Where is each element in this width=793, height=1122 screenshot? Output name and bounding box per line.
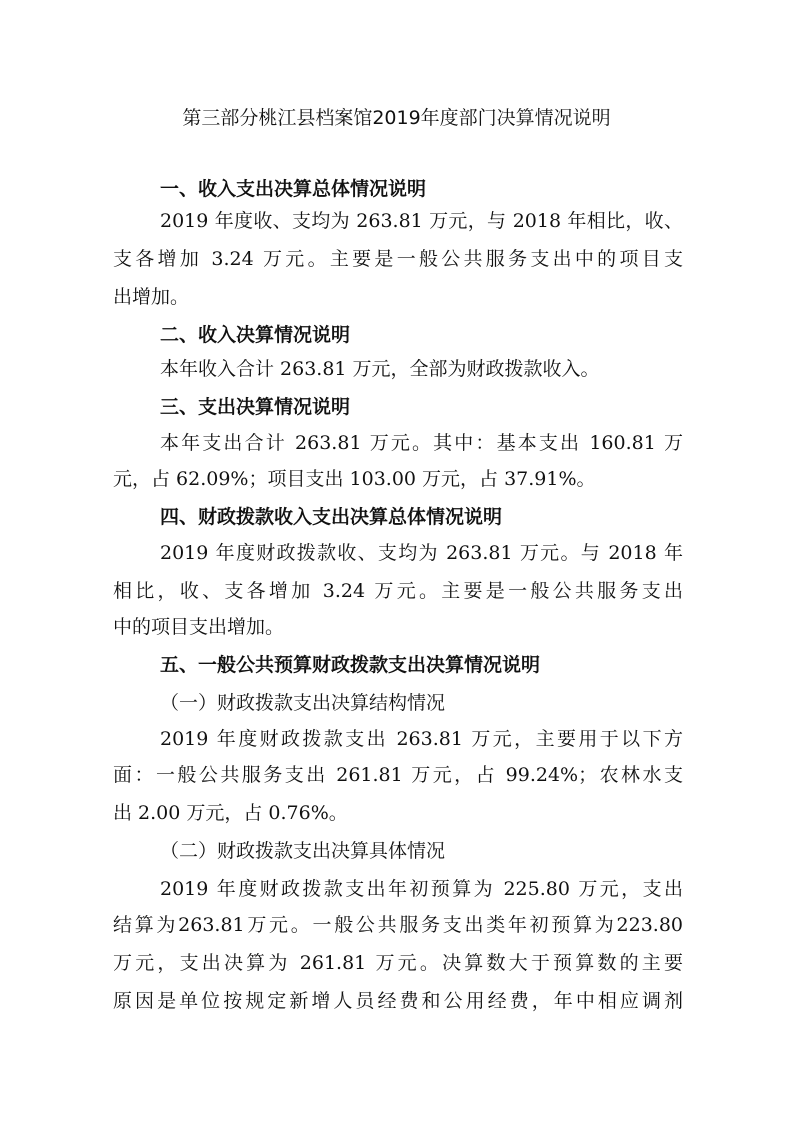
- section-heading: 四、财政拨款收入支出决算总体情况说明: [160, 506, 503, 528]
- paragraph-line: 万元，支出决算为 261.81 万元。决算数大于预算数的主要: [113, 952, 683, 974]
- paragraph-line: 2019 年度财政拨款支出年初预算为 225.80 万元，支出: [160, 878, 683, 900]
- paragraph-line: 相比，收、支各增加 3.24 万元。主要是一般公共服务支出: [113, 580, 683, 602]
- section-heading: 五、一般公共预算财政拨款支出决算情况说明: [160, 654, 541, 676]
- paragraph-line: 2019 年度收、支均为 263.81 万元，与 2018 年相比，收、: [160, 210, 683, 232]
- subsection-heading: （一）财政拨款支出决算结构情况: [160, 692, 446, 714]
- paragraph-line: 出增加。: [113, 286, 190, 308]
- paragraph-line: 原因是单位按规定新增人员经费和公用经费，年中相应调剂: [113, 990, 683, 1012]
- subsection-heading: （二）财政拨款支出决算具体情况: [160, 840, 446, 862]
- paragraph-line: 面：一般公共服务支出 261.81 万元，占 99.24%；农林水支: [113, 764, 683, 786]
- paragraph-line: 结算为263.81万元。一般公共服务支出类年初预算为223.80: [113, 914, 683, 936]
- section-heading: 二、收入决算情况说明: [160, 324, 351, 346]
- paragraph-line: 中的项目支出增加。: [113, 616, 285, 638]
- paragraph-line: 本年支出合计 263.81 万元。其中：基本支出 160.81 万: [160, 432, 683, 454]
- section-heading: 三、支出决算情况说明: [160, 396, 351, 418]
- paragraph-line: 本年收入合计 263.81 万元，全部为财政拨款收入。: [160, 358, 600, 380]
- paragraph-line: 出 2.00 万元，占 0.76%。: [113, 802, 348, 824]
- paragraph-line: 元，占 62.09%；项目支出 103.00 万元，占 37.91%。: [113, 468, 596, 490]
- page-title: 第三部分桃江县档案馆2019年度部门决算情况说明: [182, 107, 611, 129]
- paragraph-line: 2019 年度财政拨款收、支均为 263.81 万元。与 2018 年: [160, 542, 683, 564]
- paragraph-line: 2019 年度财政拨款支出 263.81 万元，主要用于以下方: [160, 728, 683, 750]
- section-heading: 一、收入支出决算总体情况说明: [160, 178, 427, 200]
- paragraph-line: 支各增加 3.24 万元。主要是一般公共服务支出中的项目支: [113, 248, 683, 270]
